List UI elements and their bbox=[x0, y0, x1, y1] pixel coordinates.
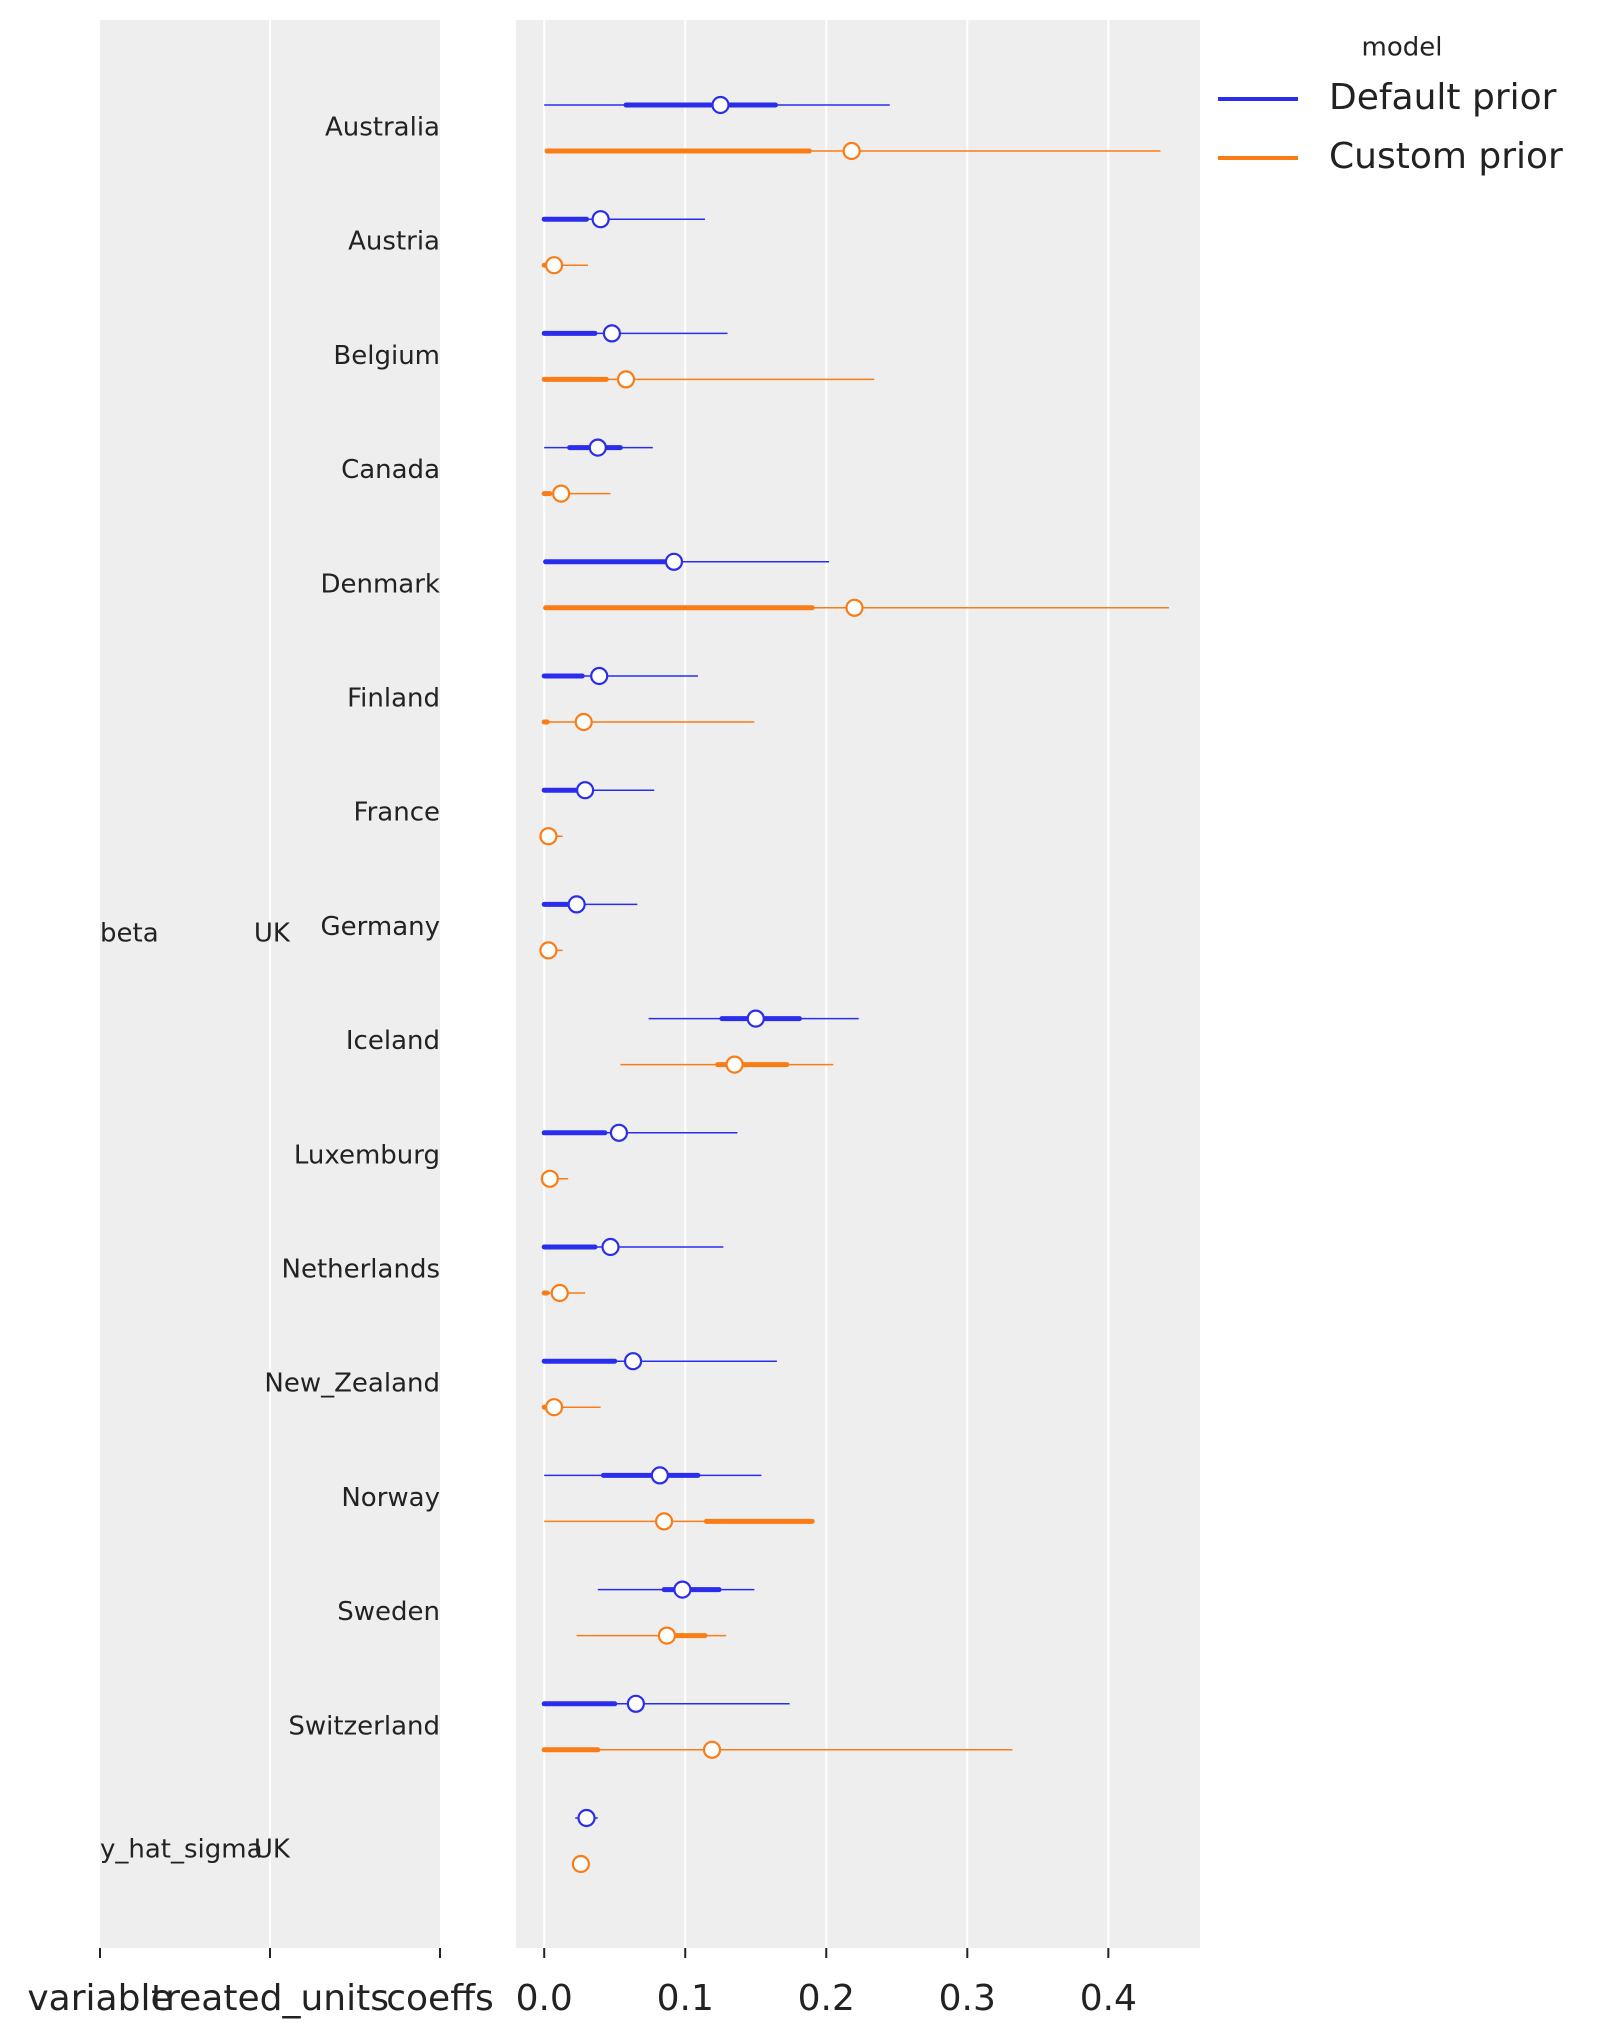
x-tick-label: 0.0 bbox=[515, 1978, 573, 2019]
row-label: Finland bbox=[347, 683, 440, 714]
x-tick-label: 0.3 bbox=[938, 1978, 996, 2019]
median-point bbox=[844, 143, 860, 159]
group-variable-label: beta bbox=[100, 918, 159, 949]
median-point bbox=[573, 1856, 589, 1872]
column-header-coeffs: coeffs bbox=[386, 1978, 494, 2019]
median-point bbox=[590, 440, 606, 456]
median-point bbox=[577, 782, 593, 798]
median-point bbox=[593, 211, 609, 227]
row-label: Norway bbox=[341, 1482, 440, 1513]
row-label: Germany bbox=[320, 911, 440, 942]
median-point bbox=[546, 257, 562, 273]
median-point bbox=[666, 554, 682, 570]
median-point bbox=[553, 486, 569, 502]
median-point bbox=[604, 325, 620, 341]
x-tick-label: 0.2 bbox=[797, 1978, 855, 2019]
label-panel-axis bbox=[27, 1948, 493, 2019]
legend-entry bbox=[1218, 136, 1563, 177]
column-header-treated-units: treated_units bbox=[151, 1978, 389, 2019]
median-point bbox=[540, 828, 556, 844]
row-label: Denmark bbox=[320, 569, 440, 600]
median-point bbox=[602, 1239, 618, 1255]
row-label: Canada bbox=[341, 455, 440, 486]
median-point bbox=[727, 1057, 743, 1073]
plot-panel bbox=[516, 20, 1200, 2019]
row-label: Australia bbox=[324, 112, 440, 143]
median-point bbox=[542, 1171, 558, 1187]
median-point bbox=[540, 942, 556, 958]
median-point bbox=[748, 1011, 764, 1027]
median-point bbox=[846, 600, 862, 616]
median-point bbox=[652, 1467, 668, 1483]
legend-title: model bbox=[1361, 32, 1443, 63]
median-point bbox=[674, 1582, 690, 1598]
estimate-custom bbox=[573, 1856, 589, 1872]
x-tick-label: 0.1 bbox=[656, 1978, 714, 2019]
median-point bbox=[618, 371, 634, 387]
median-point bbox=[576, 714, 592, 730]
legend-label: Custom prior bbox=[1329, 136, 1563, 177]
legend bbox=[1218, 33, 1563, 178]
row-label: Sweden bbox=[337, 1597, 440, 1628]
legend-entry bbox=[1218, 77, 1557, 118]
median-point bbox=[611, 1125, 627, 1141]
group-treated-unit-label: UK bbox=[253, 1834, 290, 1865]
group-treated-unit-label: UK bbox=[253, 918, 290, 949]
x-axis bbox=[516, 1948, 1137, 2019]
row-label: Netherlands bbox=[281, 1254, 440, 1285]
row-label: France bbox=[353, 797, 440, 828]
median-point bbox=[546, 1399, 562, 1415]
row-label: Switzerland bbox=[288, 1711, 440, 1742]
group-variable-label: y_hat_sigma bbox=[100, 1834, 263, 1865]
row-label: Luxemburg bbox=[293, 1140, 440, 1171]
row-label: Belgium bbox=[333, 340, 440, 371]
median-point bbox=[552, 1285, 568, 1301]
label-panel bbox=[27, 20, 493, 2019]
median-point bbox=[628, 1696, 644, 1712]
plot-background bbox=[516, 20, 1200, 1948]
median-point bbox=[712, 97, 728, 113]
median-point bbox=[579, 1810, 595, 1826]
row-label: Iceland bbox=[345, 1026, 440, 1057]
row-label: Austria bbox=[348, 226, 440, 257]
median-point bbox=[625, 1353, 641, 1369]
median-point bbox=[659, 1628, 675, 1644]
median-point bbox=[569, 896, 585, 912]
legend-label: Default prior bbox=[1329, 77, 1557, 118]
median-point bbox=[591, 668, 607, 684]
median-point bbox=[656, 1513, 672, 1529]
median-point bbox=[704, 1742, 720, 1758]
column-header-variable: variable bbox=[27, 1978, 173, 2019]
x-tick-label: 0.4 bbox=[1079, 1978, 1137, 2019]
row-label: New_Zealand bbox=[264, 1368, 440, 1399]
